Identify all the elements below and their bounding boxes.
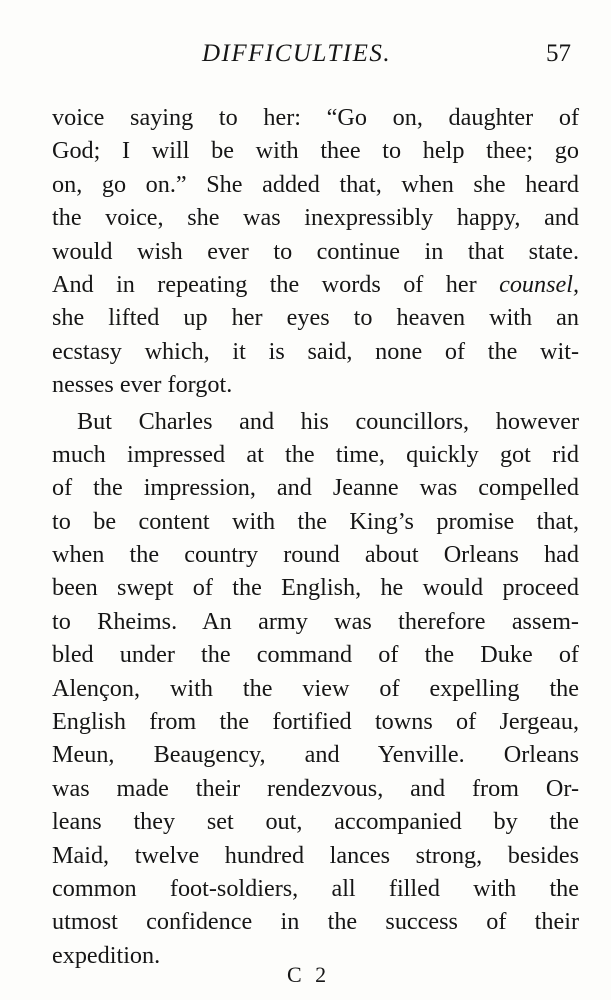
running-title: DIFFICULTIES.: [202, 40, 392, 67]
page-number: 57: [546, 40, 571, 67]
text-line: bled under the command of the Duke of: [52, 641, 579, 669]
text-line: nesses ever forgot.: [52, 371, 233, 399]
text-line: Meun, Beaugency, and Yenville. Orleans: [52, 741, 579, 769]
text-line: utmost confidence in the success of their: [52, 908, 579, 936]
text-line: expedition.: [52, 941, 161, 969]
text-line: to be content with the King’s promise that,: [52, 507, 579, 535]
text-line: Maid, twelve hundred lances strong, besides: [52, 841, 579, 869]
text-line: ecstasy which, it is said, none of the wit-: [52, 337, 579, 365]
text-line: when the country round about Orleans had: [52, 541, 579, 569]
text-line: she lifted up her eyes to heaven with an: [52, 304, 579, 332]
text-line: on, go on.” She added that, when she heard: [52, 170, 579, 198]
body-text: [52, 101, 579, 972]
text-line: of the impression, and Jeanne was compelled: [52, 474, 579, 502]
text-line: was made their rendezvous, and from Or-: [52, 774, 579, 802]
text-line: voice saying to her: “Go on, daughter of: [52, 104, 579, 131]
running-head: [52, 38, 579, 74]
text-line: But Charles and his councillors, however: [77, 407, 579, 435]
italic-word: counsel,: [499, 270, 580, 298]
text-line: English from the fortified towns of Jergeau,: [52, 708, 579, 736]
paragraph-2: [52, 405, 579, 973]
text-line: to Rheims. An army was therefore assem-: [52, 607, 579, 635]
text-line: would wish ever to continue in that state.: [52, 237, 579, 265]
text-line: the voice, she was inexpressibly happy, and: [52, 204, 579, 232]
text-line: been swept of the English, he would proceed: [52, 574, 579, 602]
text-line: common foot-soldiers, all filled with the: [52, 874, 579, 902]
text-line: much impressed at the time, quickly got rid: [52, 440, 579, 468]
text-line: God; I will be with thee to help thee; go: [52, 137, 579, 165]
signature-mark: C 2: [287, 962, 331, 987]
text-line: Alençon, with the view of expelling the: [52, 674, 579, 702]
text-line-with-italic: [52, 268, 579, 301]
text-line: leans they set out, accompanied by the: [52, 808, 579, 836]
text-segment: And in repeating the words of her: [52, 270, 477, 298]
paragraph-1: [52, 101, 579, 402]
